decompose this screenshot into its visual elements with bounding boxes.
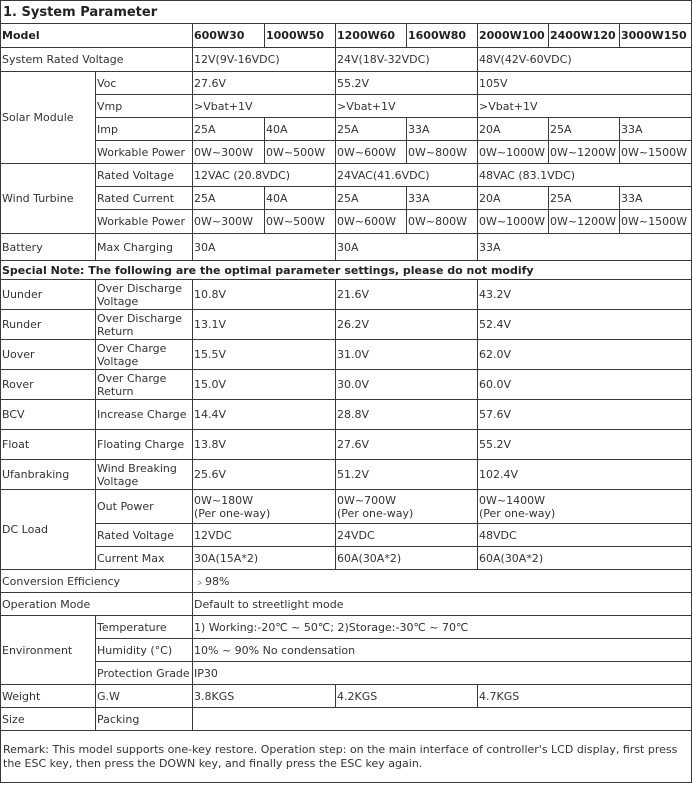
- cell-value: 48VAC (83.1VDC): [478, 164, 692, 187]
- cell-value: 4.2KGS: [336, 685, 478, 708]
- cell-value: 25A: [549, 118, 620, 141]
- solar-module-label: Solar Module: [1, 72, 96, 164]
- system-voltage-row: [1, 48, 692, 72]
- cell-value: 51.2V: [336, 460, 478, 490]
- cell-value: 31.0V: [336, 340, 478, 370]
- param-desc: Over Charge Return: [96, 370, 193, 400]
- env-protection-row: [1, 662, 692, 685]
- param-desc: Over Discharge Return: [96, 310, 193, 340]
- solar-imp-row: [1, 118, 692, 141]
- param-name: Runder: [1, 310, 96, 340]
- wind-voltage-row: [1, 164, 692, 187]
- row-label: Workable Power: [96, 141, 193, 164]
- cell-value: 25A: [336, 118, 407, 141]
- cell-value: 0W~1200W: [549, 210, 620, 234]
- row-label: Imp: [96, 118, 193, 141]
- model-name: 1200W60: [336, 24, 407, 48]
- cell-value: 0W~800W: [407, 210, 478, 234]
- row-label: G.W: [96, 685, 193, 708]
- cell-value: 15.0V: [193, 370, 336, 400]
- cell-value: 40A: [265, 118, 336, 141]
- cell-value: 30.0V: [336, 370, 478, 400]
- title-row: [1, 1, 692, 24]
- param-row: [1, 400, 692, 430]
- param-desc: Floating Charge: [96, 430, 193, 460]
- dc-current-max-row: [1, 547, 692, 570]
- cell-value: [478, 490, 692, 524]
- param-name: Uover: [1, 340, 96, 370]
- param-name: Rover: [1, 370, 96, 400]
- row-label: Vmp: [96, 95, 193, 118]
- param-row: [1, 370, 692, 400]
- out-power-range: 0W~700W: [337, 493, 396, 507]
- row-label: System Rated Voltage: [1, 48, 193, 72]
- cell-value: 10.8V: [193, 280, 336, 310]
- special-note-row: [1, 261, 692, 280]
- size-label: Size: [1, 708, 96, 731]
- operation-mode-row: [1, 593, 692, 616]
- cell-value: 0W~500W: [265, 210, 336, 234]
- cell-value: 14.4V: [193, 400, 336, 430]
- remark-text: Remark: This model supports one-key restore. Operation step: on the main interface of controller's LCD display, first press the ESC key, then press the DOWN key, and finally press the ESC key again.: [1, 731, 692, 783]
- row-label: Rated Current: [96, 187, 193, 210]
- row-label: Voc: [96, 72, 193, 95]
- param-desc: Over Discharge Voltage: [96, 280, 193, 310]
- cell-value: >Vbat+1V: [336, 95, 478, 118]
- row-label: Operation Mode: [1, 593, 193, 616]
- dc-rated-voltage-row: [1, 524, 692, 547]
- cell-value: 60A(30A*2): [478, 547, 692, 570]
- row-label: Temperature: [96, 616, 193, 639]
- param-name: Uunder: [1, 280, 96, 310]
- cell-value: ﹥98%: [193, 570, 692, 593]
- param-row: [1, 430, 692, 460]
- cell-value: IP30: [193, 662, 692, 685]
- row-label: Out Power: [96, 490, 193, 524]
- cell-value: 33A: [407, 187, 478, 210]
- model-header-row: [1, 24, 692, 48]
- cell-value: 33A: [407, 118, 478, 141]
- row-label: Protection Grade: [96, 662, 193, 685]
- solar-voc-row: [1, 72, 692, 95]
- param-row: [1, 460, 692, 490]
- cell-value: 30A(15A*2): [193, 547, 336, 570]
- cell-value: 25A: [193, 187, 265, 210]
- cell-value: 3.8KGS: [193, 685, 336, 708]
- cell-value: 0W~1000W: [478, 141, 549, 164]
- wind-power-row: [1, 210, 692, 234]
- wind-turbine-label: Wind Turbine: [1, 164, 96, 234]
- cell-value: 55.2V: [336, 72, 478, 95]
- cell-value: 0W~1000W: [478, 210, 549, 234]
- out-power-range: 0W~1400W: [479, 493, 545, 507]
- cell-value: 62.0V: [478, 340, 692, 370]
- cell-value: 28.8V: [336, 400, 478, 430]
- cell-value: 55.2V: [478, 430, 692, 460]
- model-header-label: Model: [1, 24, 193, 48]
- param-name: BCV: [1, 400, 96, 430]
- conversion-efficiency-row: [1, 570, 692, 593]
- cell-value: 60A(30A*2): [336, 547, 478, 570]
- cell-value: 48V(42V-60VDC): [478, 48, 692, 72]
- model-name: 1000W50: [265, 24, 336, 48]
- out-power-range: 0W~180W: [194, 493, 253, 507]
- row-label: Packing: [96, 708, 193, 731]
- model-name: 2400W120: [549, 24, 620, 48]
- cell-value: 0W~1500W: [620, 210, 692, 234]
- cell-value: 43.2V: [478, 280, 692, 310]
- cell-value: 30A: [193, 234, 336, 261]
- wind-current-row: [1, 187, 692, 210]
- out-power-note: (Per one-way): [194, 506, 271, 520]
- size-row: [1, 708, 692, 731]
- cell-value: 13.8V: [193, 430, 336, 460]
- row-label: Max Charging: [96, 234, 193, 261]
- cell-value: 27.6V: [193, 72, 336, 95]
- cell-value: 25.6V: [193, 460, 336, 490]
- param-row: [1, 310, 692, 340]
- param-desc: Increase Charge: [96, 400, 193, 430]
- battery-label: Battery: [1, 234, 96, 261]
- model-name: 3000W150: [620, 24, 692, 48]
- row-label: Humidity (°C): [96, 639, 193, 662]
- cell-value: [336, 490, 478, 524]
- cell-value: 0W~1500W: [620, 141, 692, 164]
- cell-value: 25A: [193, 118, 265, 141]
- param-name: Float: [1, 430, 96, 460]
- cell-value: 12V(9V-16VDC): [193, 48, 336, 72]
- solar-vmp-row: [1, 95, 692, 118]
- cell-value: >Vbat+1V: [478, 95, 692, 118]
- cell-value: 52.4V: [478, 310, 692, 340]
- cell-value: 57.6V: [478, 400, 692, 430]
- cell-value: 40A: [265, 187, 336, 210]
- cell-value: 0W~500W: [265, 141, 336, 164]
- cell-value: 12VAC (20.8VDC): [193, 164, 336, 187]
- row-label: Workable Power: [96, 210, 193, 234]
- cell-value: 102.4V: [478, 460, 692, 490]
- model-name: 1600W80: [407, 24, 478, 48]
- row-label: Rated Voltage: [96, 524, 193, 547]
- cell-value: [193, 490, 336, 524]
- env-temperature-row: [1, 616, 692, 639]
- env-humidity-row: [1, 639, 692, 662]
- cell-value: 60.0V: [478, 370, 692, 400]
- param-desc: Over Charge Voltage: [96, 340, 193, 370]
- param-row: [1, 340, 692, 370]
- param-name: Ufanbraking: [1, 460, 96, 490]
- battery-row: [1, 234, 692, 261]
- cell-value: 20A: [478, 118, 549, 141]
- cell-value: 0W~1200W: [549, 141, 620, 164]
- cell-value: 0W~300W: [193, 141, 265, 164]
- cell-value: 1) Working:-20℃ ~ 50℃; 2)Storage:-30℃ ~ 70℃: [193, 616, 692, 639]
- dc-out-power-row: [1, 490, 692, 524]
- out-power-note: (Per one-way): [337, 506, 414, 520]
- cell-value: 13.1V: [193, 310, 336, 340]
- dc-load-label: DC Load: [1, 490, 96, 570]
- out-power-note: (Per one-way): [479, 506, 556, 520]
- row-label: Current Max: [96, 547, 193, 570]
- cell-value: 24V(18V-32VDC): [336, 48, 478, 72]
- cell-value: 25A: [336, 187, 407, 210]
- cell-value: >Vbat+1V: [193, 95, 336, 118]
- cell-value: 25A: [549, 187, 620, 210]
- cell-value: 21.6V: [336, 280, 478, 310]
- cell-value: 12VDC: [193, 524, 336, 547]
- cell-value: 48VDC: [478, 524, 692, 547]
- cell-value: 33A: [478, 234, 692, 261]
- solar-power-row: [1, 141, 692, 164]
- cell-value: 0W~300W: [193, 210, 265, 234]
- cell-value: 4.7KGS: [478, 685, 692, 708]
- cell-value: 24VDC: [336, 524, 478, 547]
- remark-row: [1, 731, 692, 783]
- weight-row: [1, 685, 692, 708]
- param-desc: Wind Breaking Voltage: [96, 460, 193, 490]
- cell-value: 10% ~ 90% No condensation: [193, 639, 692, 662]
- cell-value: 0W~800W: [407, 141, 478, 164]
- special-note: Special Note: The following are the optimal parameter settings, please do not modify: [1, 261, 692, 280]
- section-title: 1. System Parameter: [1, 1, 692, 24]
- param-row: [1, 280, 692, 310]
- cell-value: 33A: [620, 118, 692, 141]
- cell-value: 27.6V: [336, 430, 478, 460]
- cell-value: 24VAC(41.6VDC): [336, 164, 478, 187]
- cell-value: 0W~600W: [336, 141, 407, 164]
- cell-value: 105V: [478, 72, 692, 95]
- row-label: Rated Voltage: [96, 164, 193, 187]
- cell-value: 15.5V: [193, 340, 336, 370]
- model-name: 600W30: [193, 24, 265, 48]
- cell-value: Default to streetlight mode: [193, 593, 692, 616]
- cell-value: 20A: [478, 187, 549, 210]
- cell-value: 33A: [620, 187, 692, 210]
- cell-value: [193, 708, 692, 731]
- cell-value: 30A: [336, 234, 478, 261]
- weight-label: Weight: [1, 685, 96, 708]
- cell-value: 26.2V: [336, 310, 478, 340]
- cell-value: 0W~600W: [336, 210, 407, 234]
- row-label: Conversion Efficiency: [1, 570, 193, 593]
- environment-label: Environment: [1, 616, 96, 685]
- model-name: 2000W100: [478, 24, 549, 48]
